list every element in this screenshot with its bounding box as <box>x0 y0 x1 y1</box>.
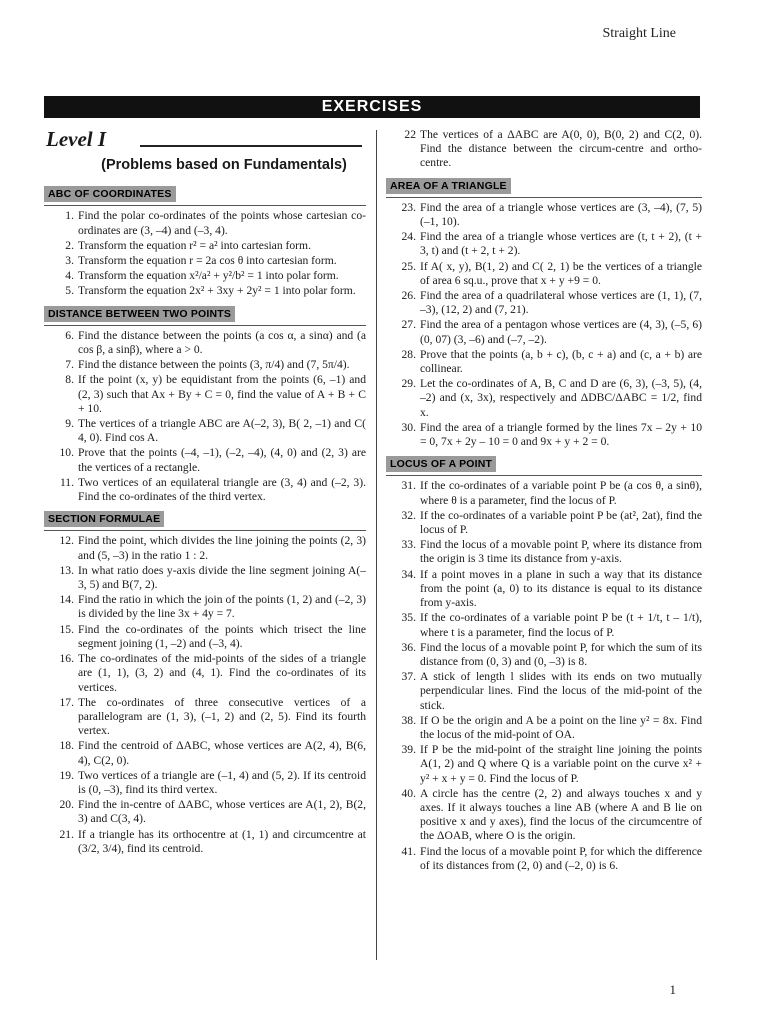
column-divider <box>376 130 377 960</box>
problem-number: 21. <box>59 827 74 841</box>
problem-item <box>44 798 366 826</box>
problem-item <box>386 289 702 317</box>
problem-number: 38. <box>401 713 416 727</box>
problem-item <box>44 269 366 283</box>
problem-number: 23. <box>401 200 416 214</box>
problem-item <box>44 446 366 474</box>
problem-item <box>44 593 366 621</box>
problem-item <box>44 476 366 504</box>
problem-item <box>44 534 366 562</box>
problem-item <box>44 828 366 856</box>
section-header-bar <box>386 172 702 198</box>
problem-text: Find the in-centre of ΔABC, whose vertices are A(1, 2), B(2, 3) and C(3, 4). <box>78 798 366 826</box>
section-heading: LOCUS OF A POINT <box>386 456 496 472</box>
problem-number: 39. <box>401 743 416 757</box>
problem-text: If the co-ordinates of a variable point P be (at², 2at), find the locus of P. <box>420 508 702 537</box>
problem-item <box>44 769 366 797</box>
problem-number: 27. <box>401 318 416 332</box>
exercises-banner <box>44 96 700 118</box>
problem-number: 2. <box>65 238 74 252</box>
problem-text: Find the area of a quadrilateral whose vertices are (1, 1), (7, –3), (12, 2) and (7, 21). <box>420 289 702 317</box>
problem-number: 20. <box>59 798 74 812</box>
problem-item <box>386 377 702 420</box>
problem-number: 12. <box>59 534 74 548</box>
problem-text: Transform the equation r = 2a cos θ into cartesian form. <box>78 254 337 268</box>
section-heading: AREA OF A TRIANGLE <box>386 178 511 194</box>
problem-text: Find the distance between the points (a cos α, a sinα) and (a cos β, a sinβ), where a > 0. <box>78 328 366 357</box>
banner-title: EXERCISES <box>321 98 423 115</box>
problem-text: Find the polar co-ordinates of the points whose cartesian co-ordinates are (3, –4) and (–3, 4). <box>78 209 366 237</box>
problem-text: If the co-ordinates of a variable point P be (a cos θ, a sinθ), where θ is a parameter, find the locus of P. <box>420 479 702 507</box>
problem-item <box>386 568 702 611</box>
problem-number: 7. <box>65 358 74 372</box>
problem-text: Find the area of a triangle whose vertices are (3, –4), (7, 5) (–1, 10). <box>420 200 702 229</box>
problem-number: 28. <box>401 347 416 361</box>
problem-text: Find the area of a triangle whose vertices are (t, t + 2), (t + 3, t) and (t + 2, t + 2). <box>420 230 702 258</box>
problem-number: 26. <box>401 289 416 303</box>
problem-item <box>386 538 702 566</box>
problem-item <box>44 373 366 416</box>
problem-number: 35. <box>401 611 416 625</box>
problem-text: Find the co-ordinates of the points which trisect the line segment joining (1, –2) and (–3, 4). <box>78 622 366 650</box>
problem-item <box>44 696 366 739</box>
section-header-bar <box>44 505 366 531</box>
problem-item <box>44 564 366 592</box>
problem-text: Find the centroid of ΔABC, whose vertices are A(2, 4), B(6, 4), C(2, 0). <box>78 739 366 767</box>
problem-number: 16. <box>59 652 74 666</box>
problem-text: Two vertices of an equilateral triangle are (3, 4) and (–2, 3). Find the co-ordinates of the third vertex. <box>78 475 366 504</box>
problem-text: If the co-ordinates of a variable point P be (t + 1/t, t – 1/t), where t is a parameter, find the locus of P. <box>420 611 702 639</box>
problem-item <box>44 329 366 357</box>
problem-number: 6. <box>65 328 74 342</box>
section-header-bar <box>44 300 366 326</box>
problem-number: 41. <box>401 844 416 858</box>
problem-number: 10. <box>59 446 74 460</box>
problem-text: If the point (x, y) be equidistant from the points (6, –1) and (2, 3) such that Ax + By + C = 0, find the value of A + B + C + 10. <box>78 373 366 415</box>
problem-number: 33. <box>401 538 416 552</box>
problem-text: If a triangle has its orthocentre at (1, 1) and circumcentre at (3/2, 3/4), find its centroid. <box>78 827 366 855</box>
problem-item <box>386 714 702 742</box>
problem-text: In what ratio does y-axis divide the line segment joining A(–3, 5) and B(7, 2). <box>78 563 366 592</box>
problem-text: The co-ordinates of three consecutive vertices of a parallelogram are (1, 3), (–1, 2) and (2, 5). Find its fourth vertex. <box>78 695 366 738</box>
problem-text: If A( x, y), B(1, 2) and C( 2, 1) be the vertices of a triangle of area 6 sq.u., prove that x + y +9 = 0. <box>420 259 702 287</box>
problem-item <box>386 201 702 229</box>
problem-text: Find the locus of a movable point P, where its distance from the origin is 3 time its distance from y-axis. <box>420 538 702 566</box>
problem-item <box>386 845 702 873</box>
problem-item <box>44 209 366 237</box>
problem-text: Find the distance between the points (3, π/4) and (7, 5π/4). <box>78 358 350 372</box>
problem-item <box>386 230 702 258</box>
problem-number: 37. <box>401 670 416 684</box>
problem-number: 15. <box>59 622 74 636</box>
problem-item <box>44 358 366 372</box>
problem-text: The vertices of a triangle ABC are A(–2, 3), B( 2, –1) and C( 4, 0). Find cos A. <box>78 417 366 445</box>
problem-text: Let the co-ordinates of A, B, C and D are (6, 3), (–3, 5), (4, –2) and (x, 3x), respectively and ΔDBC/ΔABC = 1/2, find x. <box>420 377 702 419</box>
problem-number: 29. <box>401 377 416 391</box>
right-column <box>386 128 702 874</box>
problem-item <box>44 254 366 268</box>
level-subtitle: (Problems based on Fundamentals) <box>101 157 347 173</box>
problem-text: Transform the equation 2x² + 3xy + 2y² = 1 into polar form. <box>78 284 356 298</box>
problem-number: 40. <box>401 786 416 800</box>
problem-text: Find the area of a triangle formed by the lines 7x – 2y + 10 = 0, 7x + 2y – 10 = 0 and 9x + y + 2 = 0. <box>420 420 702 449</box>
problem-item <box>386 641 702 669</box>
problem-number: 8. <box>65 373 74 387</box>
problem-text: The vertices of a ΔABC are A(0, 0), B(0, 2) and C(2, 0). Find the distance between the circum-centre and ortho-centre. <box>420 128 702 170</box>
level-rule <box>140 145 362 147</box>
problem-item <box>386 509 702 537</box>
problem-number: 22 <box>404 128 416 141</box>
problem-text: If a point moves in a plane in such a way that its distance from the point (a, 0) to its distance is equal to its distance from y-axis. <box>420 567 702 610</box>
problem-item <box>386 479 702 507</box>
problem-number: 9. <box>65 417 74 431</box>
problem-item <box>386 318 702 346</box>
problem-text: If P be the mid-point of the straight line joining the points A(1, 2) and Q where Q is a variable point on the curve x² + y² + x + y = 0. Find the locus of P. <box>420 743 702 785</box>
problem-item <box>386 611 702 639</box>
level-label: Level I <box>46 127 107 151</box>
problem-number: 30. <box>401 420 416 434</box>
problem-text: Find the locus of a movable point P, for which the difference of its distances from (2, 0) and (–2, 0) is 6. <box>420 844 702 872</box>
problem-text: A circle has the centre (2, 2) and always touches x and y axes. If it always touches a line AB (where A and B lie on positive x and y axes), find the locus of the circumcentre of the ΔOAB, where O is the origin. <box>420 786 702 843</box>
problem-number: 17. <box>59 695 74 709</box>
problem-text: Two vertices of a triangle are (–1, 4) and (5, 2). If its centroid is (0, –3), find its third vertex. <box>78 768 366 796</box>
problem-number: 36. <box>401 640 416 654</box>
problem-item <box>386 348 702 376</box>
problem-text: Prove that the points (–4, –1), (–2, –4), (4, 0) and (2, 3) are the vertices of a rectangle. <box>78 446 366 474</box>
problem-number: 4. <box>65 269 74 283</box>
problem-number: 18. <box>59 739 74 753</box>
problem-item <box>386 421 702 449</box>
problem-item <box>44 623 366 651</box>
problem-text: Find the ratio in which the join of the points (1, 2) and (–2, 3) is divided by the line 3x + 4y = 7. <box>78 593 366 621</box>
problem-item <box>386 670 702 713</box>
problem-item <box>386 743 702 786</box>
problem-item <box>386 787 702 844</box>
problem-number: 32. <box>401 508 416 522</box>
problem-text: Find the locus of a movable point P, for which the sum of its distance from (0, 3) and (0, –3) is 8. <box>420 640 702 668</box>
problem-number: 31. <box>401 479 416 493</box>
running-header-title: Straight Line <box>602 26 676 41</box>
problem-item <box>386 128 702 171</box>
problem-item <box>44 417 366 445</box>
problem-text: A stick of length l slides with its ends on two mutually perpendicular lines. Find the locus of the mid-point of the stick. <box>420 670 702 712</box>
problem-item <box>44 239 366 253</box>
problem-text: Transform the equation r² = a² into cartesian form. <box>78 238 311 252</box>
problem-number: 25. <box>401 259 416 273</box>
section-heading: ABC OF COORDINATES <box>44 186 176 202</box>
problem-number: 13. <box>59 563 74 577</box>
section-heading: SECTION FORMULAE <box>44 511 164 527</box>
problem-number: 1. <box>65 209 74 223</box>
problem-item <box>44 284 366 298</box>
problem-text: Find the area of a pentagon whose vertices are (4, 3), (–5, 6) (0, 07) (3, –6) and (–7, –2). <box>420 318 702 346</box>
section-header-bar <box>386 450 702 476</box>
level-heading <box>44 128 366 158</box>
problem-number: 14. <box>59 593 74 607</box>
section-heading: DISTANCE BETWEEN TWO POINTS <box>44 306 235 322</box>
problem-item <box>44 739 366 767</box>
problem-item <box>44 652 366 695</box>
problem-text: Find the point, which divides the line joining the points (2, 3) and (5, –3) in the ratio 1 : 2. <box>78 534 366 562</box>
problem-number: 34. <box>401 567 416 581</box>
problem-number: 5. <box>65 284 74 298</box>
problem-text: The co-ordinates of the mid-points of the sides of a triangle are (1, 1), (3, 2) and (4, 1). Find the co-ordinates of its vertices. <box>78 652 366 694</box>
problem-item <box>386 260 702 288</box>
problem-number: 19. <box>59 768 74 782</box>
left-column <box>44 128 366 857</box>
problem-number: 24. <box>401 230 416 244</box>
problem-number: 11. <box>59 475 74 489</box>
section-header-bar <box>44 180 366 206</box>
problem-text: Transform the equation x²/a² + y²/b² = 1 into polar form. <box>78 269 339 283</box>
page-number: 1 <box>669 982 676 997</box>
problem-text: If O be the origin and A be a point on the line y² = 8x. Find the locus of the mid-point of OA. <box>420 713 702 741</box>
problem-number: 3. <box>65 254 74 268</box>
problem-text: Prove that the points (a, b + c), (b, c + a) and (c, a + b) are collinear. <box>420 347 702 376</box>
